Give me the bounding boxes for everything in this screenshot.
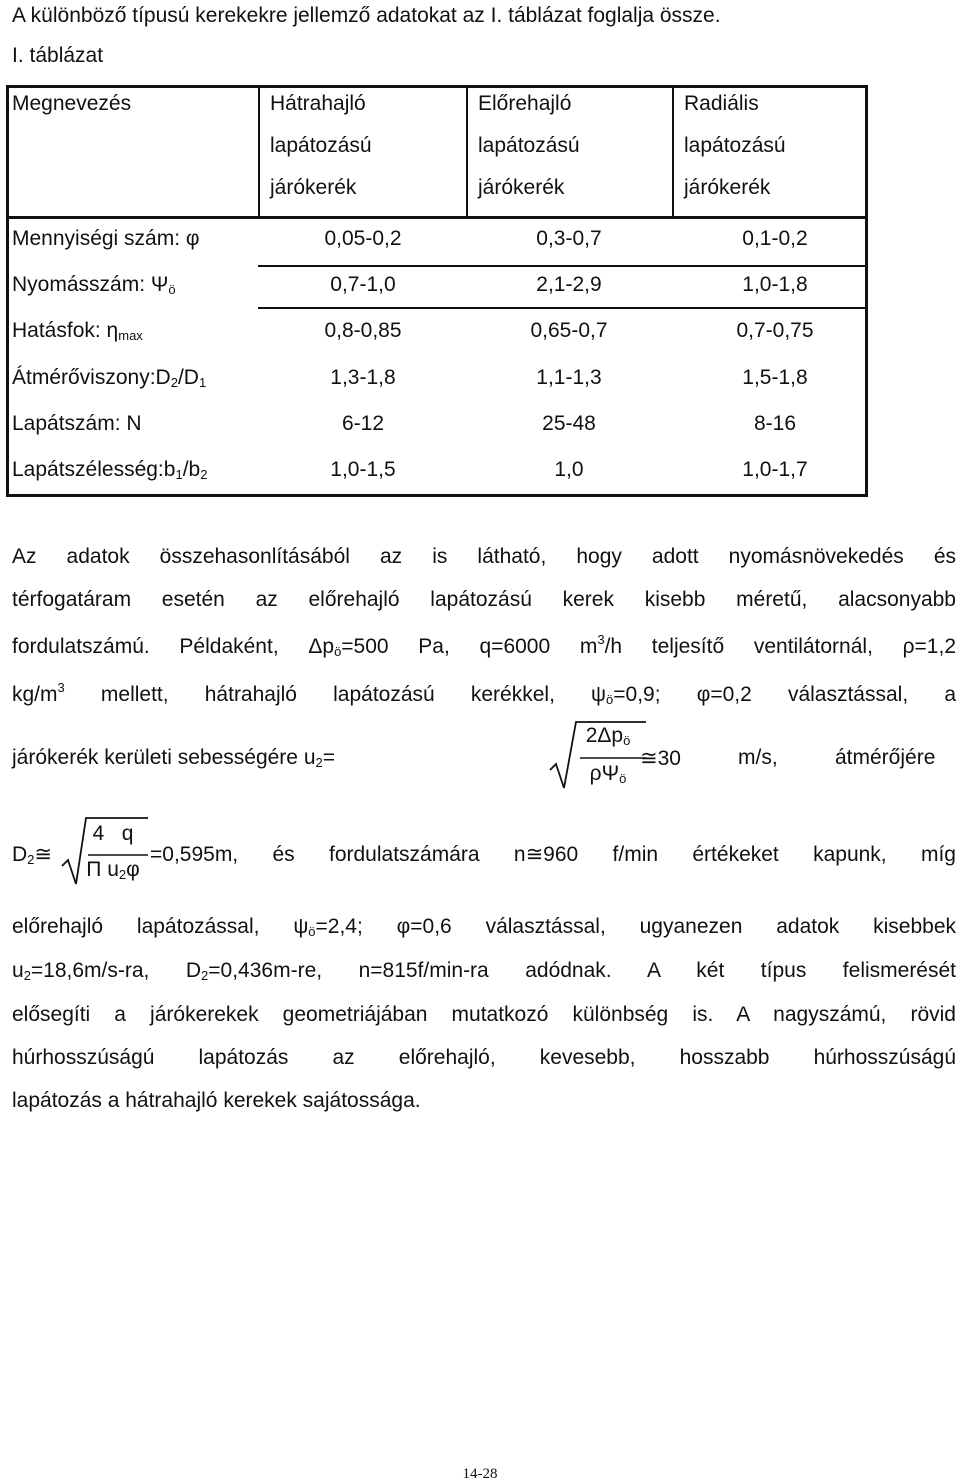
table-cell: 0,7-1,0 <box>330 273 396 296</box>
row-label-atmeroviszony: $Átmérőviszony:D_2/D_1$ <box>12 366 207 390</box>
table-cell: 25-48 <box>542 412 596 435</box>
table-caption: I. táblázat <box>12 44 104 67</box>
table-cell: 0,1-0,2 <box>742 227 808 250</box>
table-cell: 0,8-0,85 <box>324 319 402 342</box>
table-cell: 8-16 <box>753 412 797 435</box>
header-radialis-3: járókerék <box>684 176 771 199</box>
page-number: 14-28 <box>462 1466 498 1482</box>
diameter-word: átmérőjére <box>835 746 936 769</box>
paragraph-line: fordulatszámú. Példaként, $\Delta p_ö=500$ Pa, q=6000 $m^3/h$ teljesítő ventilátornál, ρ=1,2 <box>12 632 956 659</box>
header-elorehajlo-3: járókerék <box>478 176 565 199</box>
velocity-unit: m/s, <box>738 746 778 769</box>
paragraph-line: $kg/m^3$ mellett, hátrahajló lapátozású kerékkel, $\psi_ö=0,9$; φ=0,2 választással, a <box>12 680 956 707</box>
table-cell: 0,05-0,2 <box>324 227 402 250</box>
formula-numerator: 4 q <box>92 822 134 845</box>
paragraph-line: elősegíti a járókerekek geometriájában mutatkozó különbség is. A nagyszámú, rövid <box>12 1003 956 1026</box>
header-hatrahajlo-3: járókerék <box>270 176 357 199</box>
paragraph-line: térfogatáram esetén az előrehajló lapátozású kerek kisebb méretű, alacsonyabb <box>12 588 956 611</box>
paragraph-line: =0,595m, és fordulatszámára n≅960 f/min értékeket kapunk, míg <box>150 843 956 866</box>
paragraph-line: húrhosszúságú lapátozás az előrehajló, kevesebb, hosszabb húrhosszúságú <box>12 1046 956 1069</box>
table-cell: 1,0-1,5 <box>330 458 396 481</box>
paragraph-line: előrehajló lapátozással, $\psi_ö=2,4$; φ=0,6 választással, ugyanezen adatok kisebbek <box>12 915 956 939</box>
table-cell: 6-12 <box>341 412 385 435</box>
header-radialis-1: Radiális <box>684 92 759 115</box>
formula-denominator: $\rho\Psi_ö$ <box>589 762 627 786</box>
paragraph-line: Az adatok összehasonlításából az is látható, hogy adott nyomásnövekedés és <box>12 545 956 568</box>
header-elorehajlo-1: Előrehajló <box>478 92 572 115</box>
paragraph-line: lapátozás a hátrahajló kerekek sajátossága. <box>12 1089 421 1112</box>
table-cell: 1,3-1,8 <box>330 366 396 389</box>
table-col-divider <box>672 85 674 218</box>
diameter-symbol: $D_2≅$ <box>12 843 53 867</box>
row-label-mennyisegi: Mennyiségi szám: φ <box>12 227 200 250</box>
table-row-divider <box>258 307 868 309</box>
row-label-lapatszelesseg: $Lapátszélesség:b_1/b_2$ <box>12 458 208 482</box>
row-label-lapatszam: Lapátszám: N <box>12 412 142 435</box>
table-cell: 1,5-1,8 <box>742 366 808 389</box>
paragraph-line: $u_2=18,6m/s-ra$, $D_2=0,436m-re$, n=815f/min-ra adódnak. A két típus felismerését <box>12 959 957 983</box>
table-cell: 0,65-0,7 <box>530 319 608 342</box>
header-hatrahajlo-1: Hátrahajló <box>270 92 366 115</box>
intro-text: A különböző típusú kerekekre jellemző adatokat az I. táblázat foglalja össze. <box>12 4 721 27</box>
table-cell: 0,3-0,7 <box>536 227 602 250</box>
table-cell: 1,1-1,3 <box>536 366 602 389</box>
table-header-separator <box>6 216 868 219</box>
table-cell: 1,0-1,8 <box>742 273 808 296</box>
formula-denominator: Π $u_2\varphi$ <box>86 858 140 882</box>
header-radialis-2: lapátozású <box>684 134 786 157</box>
row-label-hatasfok: Hatásfok: $\eta_{max}$ <box>12 319 143 343</box>
table-cell: 1,0-1,7 <box>742 458 808 481</box>
table-col-divider <box>258 85 260 218</box>
row-label-nyomasszam: Nyomásszám: $\Psi_ö$ <box>12 273 176 297</box>
table-col-divider <box>466 85 468 218</box>
formula-numerator: $2\Delta p_ö$ <box>585 724 631 748</box>
table-cell: 2,1-2,9 <box>536 273 602 296</box>
velocity-result: ≅30 <box>640 747 681 770</box>
table-cell: 1,0 <box>554 458 584 481</box>
table-cell: 0,7-0,75 <box>736 319 814 342</box>
table-row-divider <box>258 265 868 267</box>
header-megnevezes: Megnevezés <box>12 92 132 115</box>
header-elorehajlo-2: lapátozású <box>478 134 580 157</box>
formula-intro-text: járókerék kerületi sebességére $u_2=$ <box>12 746 335 770</box>
header-hatrahajlo-2: lapátozású <box>270 134 372 157</box>
